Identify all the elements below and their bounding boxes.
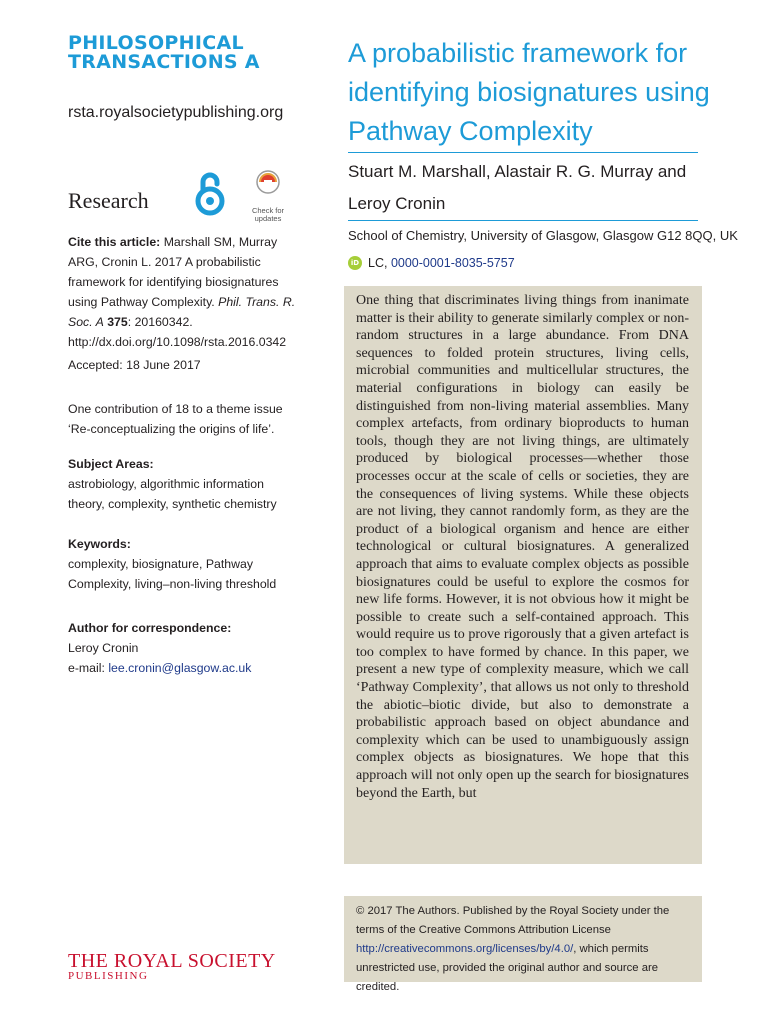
article-title: A probabilistic framework for identifying biosignatures using Pathway Complexity [348, 38, 710, 146]
cite-volume: 375 [107, 315, 128, 329]
keywords-heading: Keywords: [68, 537, 131, 551]
journal-name-line1: PHILOSOPHICAL [68, 32, 244, 54]
correspondence-name: Leroy Cronin [68, 641, 139, 655]
author-list: Stuart M. Marshall, Alastair R. G. Murray and Leroy Cronin [348, 162, 687, 213]
orcid-initials: LC, [368, 256, 391, 270]
subject-areas [68, 454, 298, 514]
abstract-text: One thing that discriminates living things from inanimate matter is their ability to generate similarly complex or non-random structures in a large abundance. From DNA sequences to folded protein structures, living cells, microbial communities and multicellular structures, the material configurations in biology can easily be distinguished from non-living material assemblies. Many complex artefacts, from ordinary bioproducts to human tools, though they are not living things, are ultimately produced by biological processes—whether those processes occur at the scale of cells or societies, they are the consequences of living systems. While these objects are not living, they cannot randomly form, as they are the product of a biological organism and hence are either technological or cultural biosignatures. A generalized approach that aims to evaluate complex objects as possible biosignatures could be useful to explore the cosmos for new life forms. However, it is not obvious how it might be possible to create such a self-contained approach. This would require us to prove rigorously that a given artefact is too complex to have formed by chance. In this paper, we present a new type of complexity measure, which we call ‘Pathway Complexity’, that allows us not only to threshold the abiotic–biotic divide, but also to demonstrate a probabilistic approach based on object abundance and complexity which can be used to unambiguously assign complex objects as biosignatures. We hope that this approach will not only open up the search for biosignatures beyond the Earth, but [356, 293, 689, 801]
check-for-updates-line2: updates [254, 214, 282, 223]
cite-text: Marshall SM, Murray ARG, Cronin L. 2017 A probabilistic framework for identifying biosignatures using Pathway Complexity. [68, 235, 279, 309]
check-for-updates-line1: Check for [251, 206, 285, 215]
check-for-updates-icon [255, 170, 281, 200]
title-rule [348, 152, 698, 153]
email-label: e-mail: [68, 661, 109, 675]
open-access-lock-icon [192, 170, 228, 216]
journal-name-line2: TRANSACTIONS A [68, 51, 260, 73]
license-text-before: © 2017 The Authors. Published by the Royal Society under the terms of the Creative Commons Attribution License [356, 905, 670, 936]
license-link[interactable]: http://creativecommons.org/licenses/by/4.0/ [356, 943, 574, 955]
keywords-text: complexity, biosignature, Pathway Complexity, living–non-living threshold [68, 557, 277, 591]
orcid-link[interactable]: 0000-0001-8035-5757 [390, 256, 515, 270]
subject-heading: Subject Areas: [68, 457, 154, 471]
cite-label: Cite this article: [68, 235, 161, 249]
section-label: Research [68, 188, 149, 213]
accepted-date: Accepted: 18 June 2017 [68, 358, 201, 372]
cite-block [68, 232, 298, 352]
orcid-row [348, 256, 515, 270]
email-link[interactable]: lee.cronin@glasgow.ac.uk [108, 661, 252, 675]
keywords [68, 534, 298, 594]
correspondence-heading: Author for correspondence: [68, 621, 232, 635]
check-for-updates-badge[interactable] [248, 170, 288, 223]
cite-doi[interactable]: http://dx.doi.org/10.1098/rsta.2016.0342 [68, 335, 287, 349]
publisher-name: THE ROYAL SOCIETY [68, 950, 276, 972]
correspondence [68, 618, 298, 678]
cite-article: : 20160342. [127, 315, 193, 329]
orcid-icon: iD [348, 256, 362, 270]
cite-journal: Phil. Trans. R. Soc. A [68, 295, 296, 329]
license-text-after: , which permits unrestricted use, provided the original author and source are credited. [356, 943, 659, 993]
subject-text: astrobiology, algorithmic information theory, complexity, synthetic chemistry [68, 477, 277, 511]
authors-rule [348, 220, 698, 221]
journal-site-link[interactable]: rsta.royalsocietypublishing.org [68, 104, 284, 121]
theme-issue-note: One contribution of 18 to a theme issue ‘Re-conceptualizing the origins of life’. [68, 402, 283, 436]
journal-name [68, 34, 260, 72]
affiliation: School of Chemistry, University of Glasgow, Glasgow G12 8QQ, UK [348, 228, 738, 243]
license-text [356, 902, 692, 997]
publisher-sub: PUBLISHING [68, 970, 149, 982]
